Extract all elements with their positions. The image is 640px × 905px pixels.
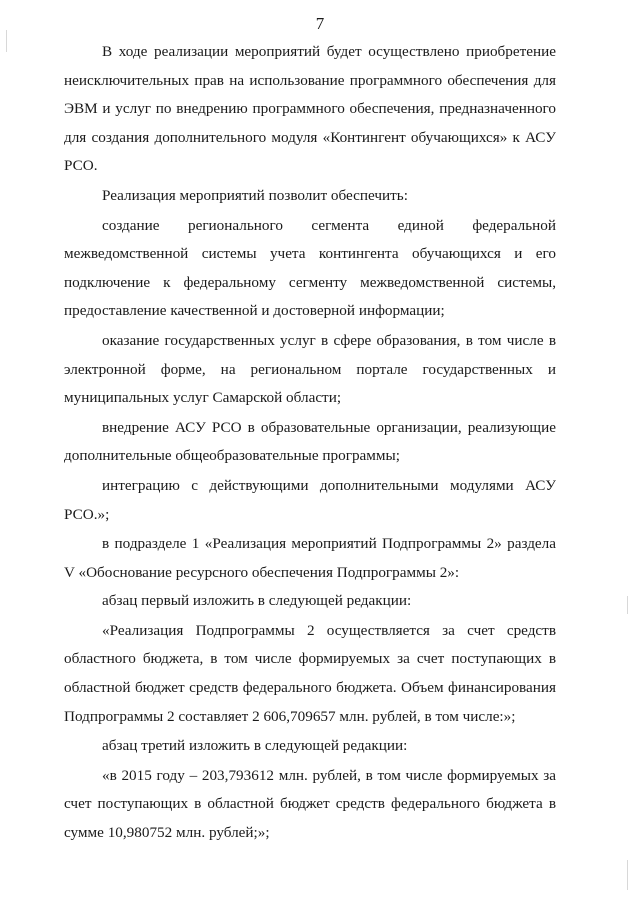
paragraph-2015-amount: «в 2015 году – 203,793612 млн. рублей, в том числе формируемых за счет поступающих в областной бюджет средств федерального бюджета в сумме 10,980752 млн. рублей;»; <box>64 766 556 842</box>
scan-edge-mark-bottom <box>627 860 628 890</box>
paragraph-implementation-intro: Реализация мероприятий позволит обеспечить: <box>102 186 408 204</box>
scan-edge-mark-middle <box>627 596 628 614</box>
paragraph-regional-segment: создание регионального сегмента единой федеральной межведомственной системы учета контингента обучающихся и его подключение к федеральному сегменту межведомственной системы, предоставление качественной и достоверной информации; <box>64 216 556 320</box>
paragraph-third-abzac-instruction: абзац третий изложить в следующей редакции: <box>102 737 408 755</box>
paragraph-integration: интеграцию с действующими дополнительными модулями АСУ РСО.»; <box>64 476 556 523</box>
page-number: 7 <box>315 14 325 33</box>
document-body <box>64 38 556 848</box>
paragraph-procurement: В ходе реализации мероприятий будет осуществлено приобретение неисключительных прав на использование программного обеспечения для ЭВМ и услуг по внедрению программного обеспечения, предназначенного для создания дополнительного модуля «Контингент обучающихся» к АСУ РСО. <box>64 43 556 175</box>
scan-edge-mark-top <box>6 30 7 52</box>
paragraph-financing: «Реализация Подпрограммы 2 осуществляется за счет средств областного бюджета, в том числе формируемых за счет поступающих в областной бюджет средств федерального бюджета. Объем финансирования Подпрограммы 2 составляет 2 606,709657 млн. рублей, в том числе:»; <box>64 621 556 725</box>
paragraph-first-abzac-instruction: абзац первый изложить в следующей редакции: <box>102 592 412 610</box>
paragraph-asu-rso-deployment: внедрение АСУ РСО в образовательные организации, реализующие дополнительные общеобразовательные программы; <box>64 418 556 465</box>
paragraph-state-services: оказание государственных услуг в сфере образования, в том числе в электронной форме, на региональном портале государственных и муниципальных услуг Самарской области; <box>64 331 556 407</box>
paragraph-subsection-reference: в подразделе 1 «Реализация мероприятий Подпрограммы 2» раздела V «Обоснование ресурсного обеспечения Подпрограммы 2»: <box>64 535 556 581</box>
